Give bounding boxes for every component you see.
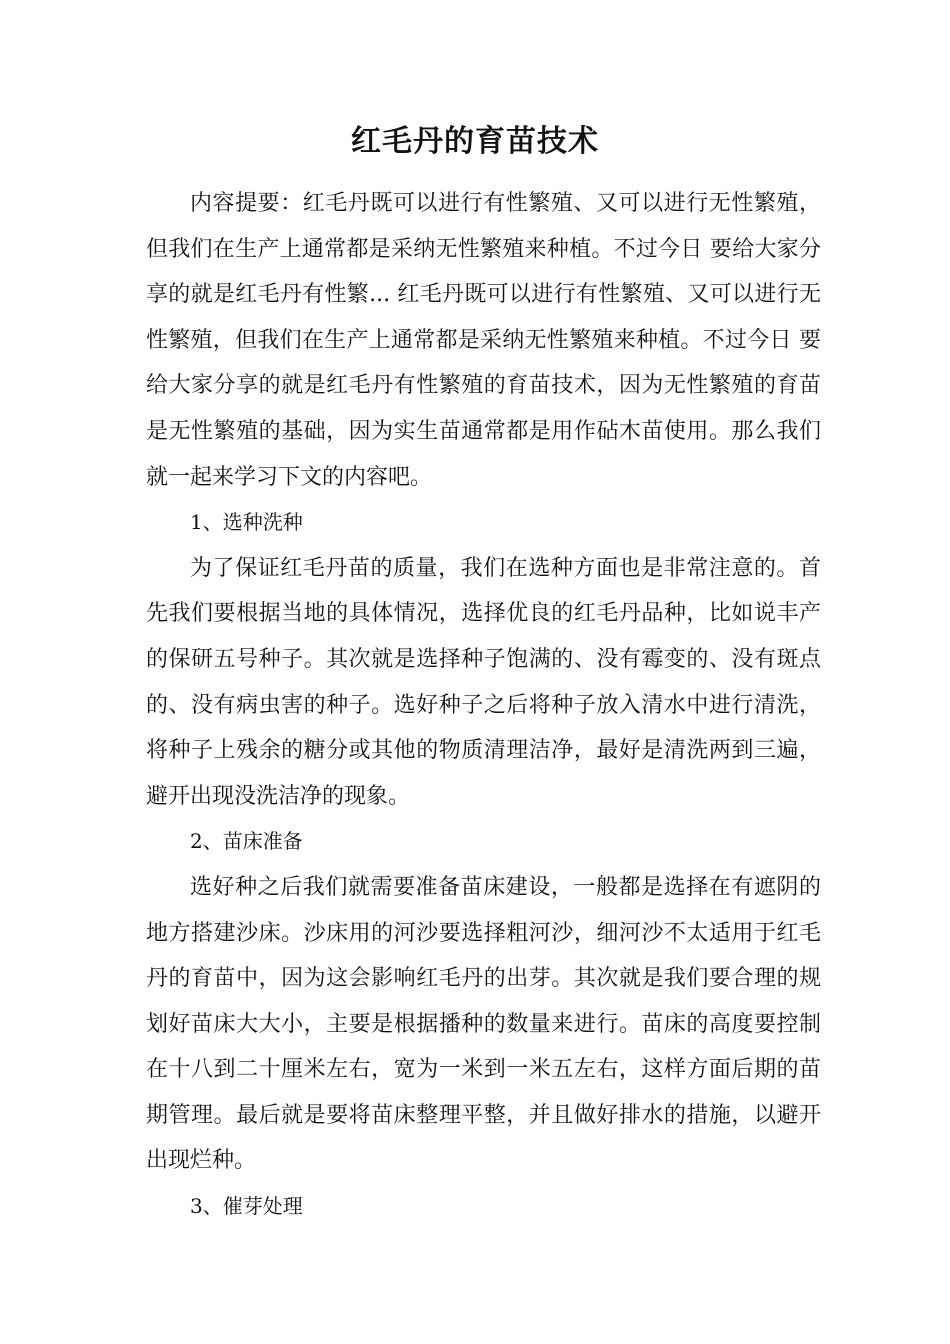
intro-paragraph: 内容提要：红毛丹既可以进行有性繁殖、又可以进行无性繁殖，但我们在生产上通常都是采纳无性繁殖来种植。不过今日 要给大家分享的就是红毛丹有性繁... 红毛丹既可以进行有性繁殖、又可以进行无性繁殖，但我们在生产上通常都是采纳无性繁殖来种植。不过今日 要给大家分享的就是红毛丹有性繁殖的育苗技术，因为无性繁殖的育苗是无性繁殖的基础，因为实生苗通常都是用作砧木苗使用。那么我们就一起来学习下文的内容吧。 — [146, 191, 821, 490]
section-paragraph-2: 选好种之后我们就需要准备苗床建设，一般都是选择在有遮阴的地方搭建沙床。沙床用的河沙要选择粗河沙，细河沙不太适用于红毛丹的育苗中，因为这会影响红毛丹的出芽。其次就是我们要合理的规划好苗床大大小，主要是根据播种的数量来进行。苗床的高度要控制在十八到二十厘米左右，宽为一米到一米五左右，这样方面后期的苗期管理。最后就是要将苗床整理平整，并且做好排水的措施，以避开出现烂种。 — [146, 874, 821, 1174]
document-title: 红毛丹的育苗技术 — [351, 124, 599, 159]
section-heading-3: 3、催芽处理 — [190, 1194, 303, 1219]
section-paragraph-1: 为了保证红毛丹苗的质量，我们在选种方面也是非常注意的。首先我们要根据当地的具体情况，选择优良的红毛丹品种，比如说丰产的保研五号种子。其次就是选择种子饱满的、没有霉变的、没有斑点的、没有病虫害的种子。选好种子之后将种子放入清水中进行清洗，将种子上残余的糖分或其他的物质清理洁净，最好是清洗两到三遍，避开出现没洗洁净的现象。 — [146, 555, 821, 809]
document-body — [146, 181, 821, 1230]
section-heading-2: 2、苗床准备 — [190, 829, 303, 854]
section-heading-1: 1、选种洗种 — [190, 510, 303, 535]
